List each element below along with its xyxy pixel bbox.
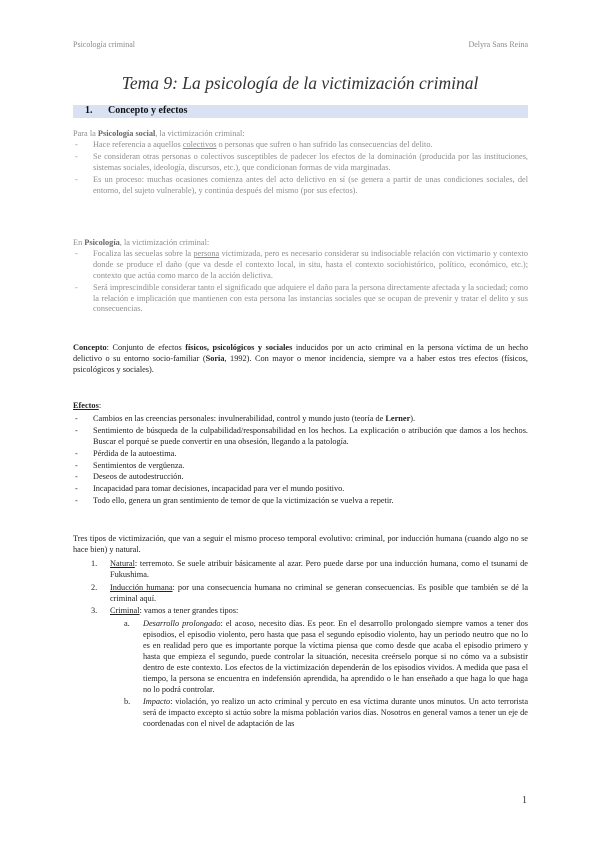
- list-item: [73, 414, 528, 425]
- efectos-colon: :: [98, 401, 102, 410]
- section-title: Concepto y efectos: [108, 105, 188, 116]
- item-underlined: colectivos: [182, 139, 217, 149]
- concepto-bold: físicos, psicológicos y sociales: [185, 343, 293, 352]
- item-text: Focaliza las secuelas sobre la: [93, 248, 194, 258]
- list-item: - Será imprescindible considerar tanto el significado que adquiere el daño para la persona directamente afectada y la sociedad; como la relación e implicación que mantienen con esta persona las instancias sociales que se ocupan de prevenir y tratar el delito y sus consecuencias.: [73, 283, 528, 316]
- concepto-text: , 1992). Con mayor o menor incidencia, siempre va a haber estos tres efectos (físicos, psicológicos y sociales).: [73, 353, 528, 374]
- social-intro-post: , la victimización criminal:: [155, 129, 245, 138]
- social-intro-bold: Psicología social: [97, 129, 156, 138]
- list-item: [73, 583, 528, 605]
- tipos-list: [73, 559, 528, 618]
- list-item: - Se consideran otras personas o colectivos susceptibles de padecer los efectos de la dominación (producida por las instituciones, sistemas sociales, ideología, discursos, etc.), que condicionan formas de vida marginadas.: [73, 152, 528, 174]
- concepto-author: Soria: [205, 353, 225, 363]
- list-item: - Deseos de autodestrucción.: [73, 472, 528, 483]
- list-item: [73, 559, 528, 581]
- list-item: [73, 140, 528, 151]
- item-bold: Lerner: [385, 413, 411, 423]
- list-item: [107, 697, 528, 730]
- header-right: Delyra Sans Reina: [468, 40, 528, 49]
- header-left: Psicología criminal: [73, 40, 135, 49]
- list-item: - Todo ello, genera un gran sentimiento de temor de que la victimización se vuelva a repetir.: [73, 496, 528, 507]
- item-text: : violación, yo realizo un acto criminal y percuto en esa víctima durante unos minutos. Un acto terrorista será de impacto excepto si actúo sobre la misma población varios días. Nosotros en general vamos a tener un eje de coordenadas con el nivel de adaptación de las: [143, 696, 528, 728]
- page-title: Tema 9: La psicología de la victimización criminal: [121, 73, 479, 93]
- item-text: ).: [410, 413, 416, 423]
- item-underlined: persona: [193, 248, 220, 258]
- item-underlined: Inducción humana: [110, 582, 173, 592]
- item-italic: Desarrollo prolongado: [143, 619, 221, 629]
- efectos-list: [73, 414, 528, 507]
- page-number: 1: [522, 795, 527, 806]
- item-text: o personas que sufren o han sufrido las consecuencias del delito.: [216, 139, 433, 149]
- concepto-text: : Conjunto de efectos: [106, 343, 186, 352]
- list-item: - Pérdida de la autoestima.: [73, 449, 528, 460]
- efectos-label: Efectos: [73, 401, 99, 410]
- item-text: : vamos a tener grandes tipos:: [139, 606, 239, 616]
- efectos-block: [73, 401, 528, 508]
- psych-intro-pre: En: [73, 238, 85, 247]
- item-number: 3.: [91, 606, 98, 616]
- item-text: : terremoto. Se suele atribuir básicamente al azar. Pero puede darse por una inducción humana, como el tsunami de Fukushima.: [110, 558, 528, 579]
- social-intro-pre: Para la: [73, 129, 98, 138]
- list-item: - Sentimiento de búsqueda de la culpabilidad/responsabilidad en los hechos. La explicación o atribución que damos a los hechos. Buscar el porqué se puede convertir en una obsesión, llegando a la patología.: [73, 426, 528, 448]
- social-intro: [73, 129, 528, 140]
- item-letter: b.: [124, 696, 131, 706]
- item-underlined: Criminal: [110, 606, 140, 616]
- concepto-text: inducidos por un acto criminal en la persona víctima de un hecho delictivo o su entorno socio-familiar (: [73, 343, 528, 363]
- efectos-heading: [73, 401, 528, 412]
- psych-intro: [73, 238, 528, 249]
- item-text: : el acoso, necesito días. Es peor. En el desarrollo prolongado siempre vamos a tener dos episodios, el episodio violento, pero hasta que pasa el segundo episodio violento, hay un periodo neutro que no lo es en realidad pero que es importante porque la víctima piensa que como desde que acaba el episodio primero y hasta que empieza el segundo, puede controlar la situación, necesita creérselo porque si no cómo va a subsistir dentro de este contexto. Los efectos de la victimización dependerán de los episodios vividos. A medida que pasa el tiempo, la persona se encuentra en indefensión aprendida, ha aprendido o le han enseñado a que haga lo que haga no lo podrá controlar.: [143, 619, 528, 694]
- concepto-paragraph: [73, 343, 528, 376]
- psych-list: [73, 249, 528, 315]
- item-number: 2.: [91, 582, 98, 592]
- list-item: [73, 249, 528, 282]
- tipos-block: [73, 534, 528, 730]
- criminal-sublist: [73, 619, 528, 729]
- list-item: [107, 619, 528, 695]
- social-list: [73, 140, 528, 197]
- item-italic: Impacto: [143, 696, 171, 706]
- psych-intro-post: , la victimización criminal:: [119, 238, 210, 247]
- item-text: Hace referencia a aquellos: [93, 139, 183, 149]
- list-item: - Es un proceso: muchas ocasiones comienza antes del acto delictivo en sí (se genera a partir de unas condiciones sociales, del entorno, del sujeto vulnerable), y continúa después del mismo (por sus efectos).: [73, 175, 528, 197]
- social-psychology-block: [73, 129, 528, 197]
- item-text: Cambios en las creencias personales: invulnerabilidad, control y mundo justo (teoría de: [93, 413, 386, 423]
- tipos-intro: Tres tipos de victimización, que van a seguir el mismo proceso temporal evolutivo: criminal, por inducción humana (cuando algo no se hace bien) y natural.: [73, 534, 528, 554]
- item-text: : por una consecuencia humana no criminal se generan consecuencias. Es posible que también se dé la criminal aquí.: [110, 582, 529, 603]
- psych-intro-bold: Psicología: [84, 238, 120, 247]
- list-item: - Sentimientos de vergüenza.: [73, 461, 528, 472]
- psychology-block: [73, 238, 528, 316]
- item-letter: a.: [124, 619, 130, 629]
- item-text: victimizada, pero es necesario considerar su indisociable relación con victimario y contexto donde se produce el daño (que va desde el contexto local, in situ, hasta el contexto sociohistórico, político, económico, etc.); contexto que actúa como marco de la acción delictiva.: [93, 248, 528, 280]
- section-number: 1.: [85, 105, 93, 116]
- section-heading: [73, 105, 528, 118]
- list-item: - Incapacidad para tomar decisiones, incapacidad para ver el mundo positivo.: [73, 484, 528, 495]
- item-number: 1.: [91, 558, 98, 568]
- list-item: [73, 606, 528, 617]
- concepto-label: Concepto: [73, 343, 107, 352]
- item-underlined: Natural: [110, 558, 135, 568]
